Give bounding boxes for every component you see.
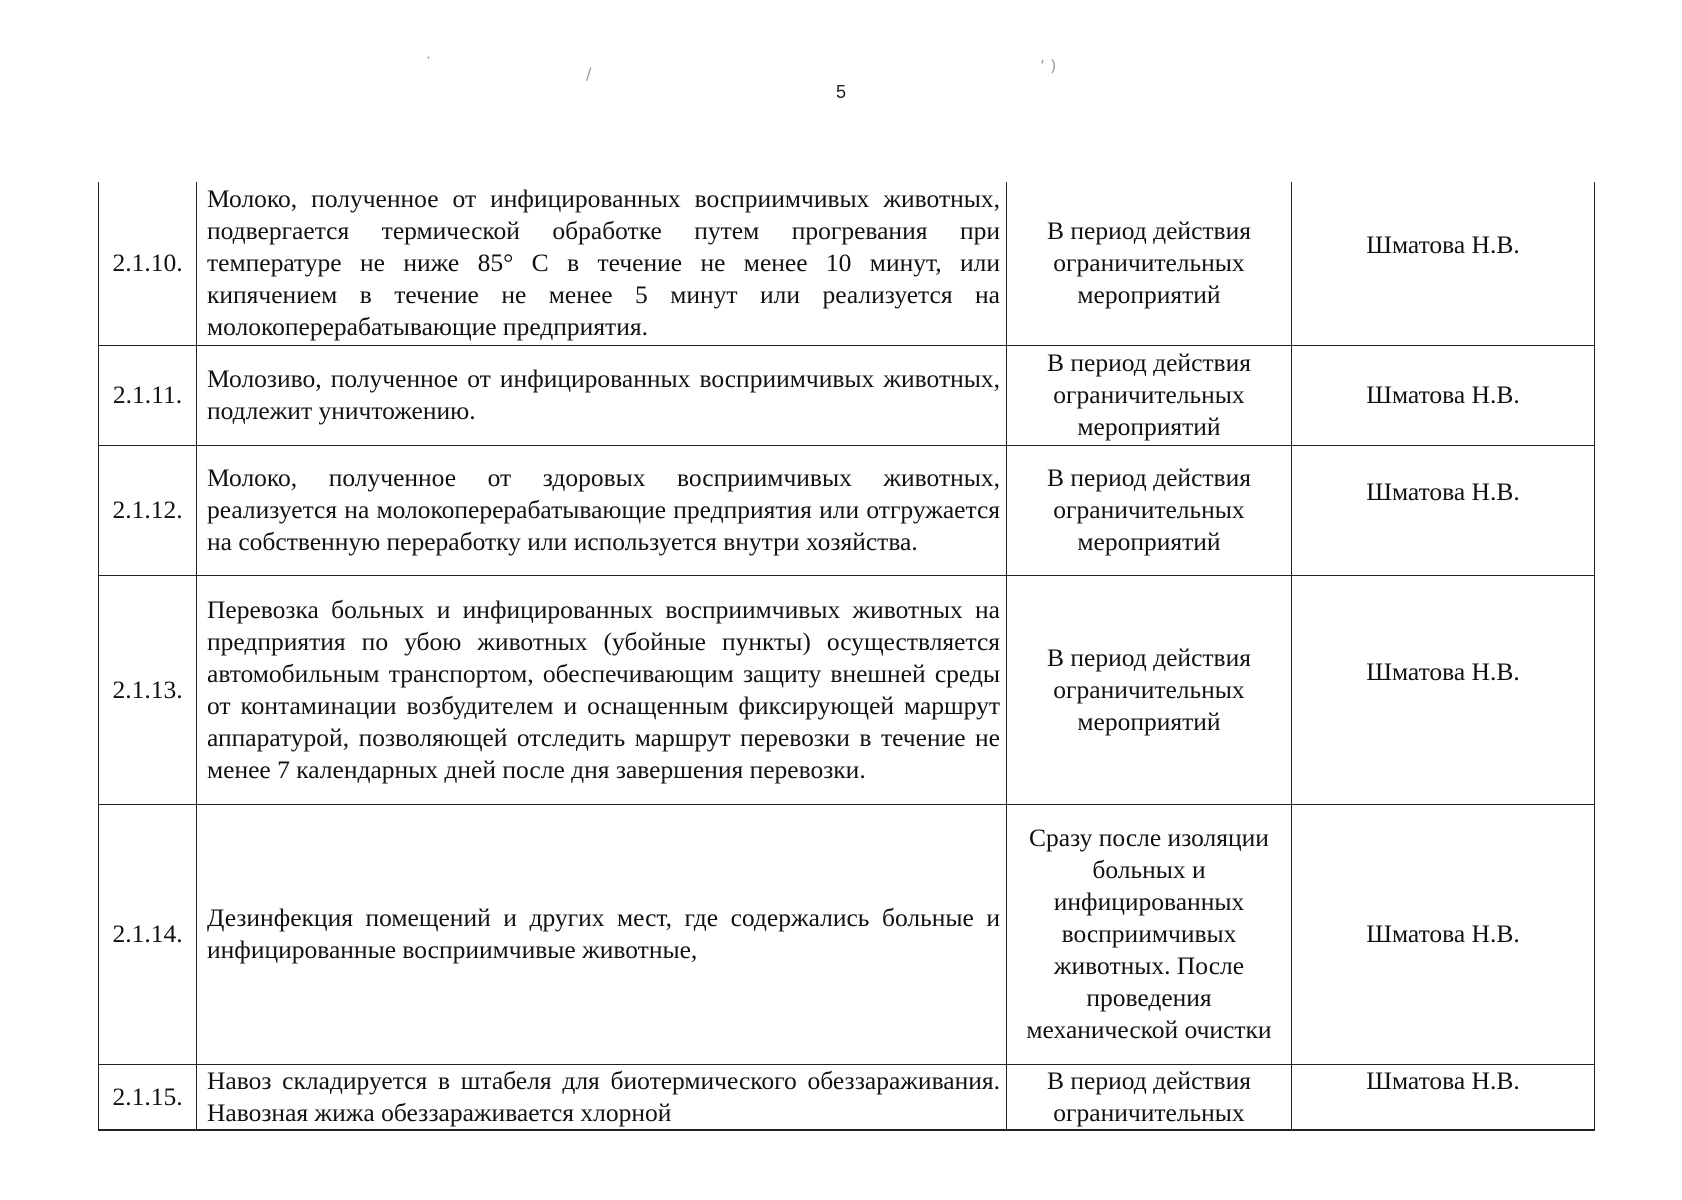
table-row: [99, 182, 1595, 345]
table-row: [99, 1064, 1595, 1130]
item-number: 2.1.11.: [99, 345, 197, 445]
table-row: [99, 345, 1595, 445]
measure-text: Дезинфекция помещений и других мест, где содержались больные и инфицированные восприимчивые животные,: [197, 804, 1007, 1064]
deadline-text: В период действия ограничительных мероприятий: [1007, 345, 1292, 445]
page-number: 5: [835, 82, 846, 102]
deadline-text: Сразу после изоляции больных и инфицированных восприимчивых животных. После проведения механической очистки: [1007, 804, 1292, 1064]
item-number: 2.1.10.: [99, 182, 197, 345]
item-number: 2.1.14.: [99, 804, 197, 1064]
responsible-person: Шматова Н.В.: [1292, 1064, 1595, 1130]
scan-mark: ‘ ): [1040, 56, 1057, 75]
scan-mark: /: [586, 64, 592, 83]
scan-mark: ·: [426, 48, 432, 67]
deadline-text: В период действия ограничительных: [1007, 1064, 1292, 1130]
measure-text: Перевозка больных и инфицированных восприимчивых животных на предприятия по убою животных (убойные пункты) осуществляется автомобильным транспортом, обеспечивающим защиту внешней среды от контаминации возбудителем и оснащенным фиксирующей маршрут аппаратурой, позволяющей отследить маршрут перевозки в течение не менее 7 календарных дней после дня завершения перевозки.: [197, 575, 1007, 804]
deadline-text: В период действия ограничительных мероприятий: [1007, 445, 1292, 575]
item-number: 2.1.15.: [99, 1064, 197, 1130]
item-number: 2.1.12.: [99, 445, 197, 575]
responsible-person: Шматова Н.В.: [1292, 445, 1595, 575]
measure-text: Навоз складируется в штабеля для биотермического обеззараживания. Навозная жижа обеззараживается хлорной: [197, 1064, 1007, 1130]
responsible-person: Шматова Н.В.: [1292, 575, 1595, 804]
table-row: [99, 575, 1595, 804]
table-row: [99, 445, 1595, 575]
measure-text: Молозиво, полученное от инфицированных восприимчивых животных, подлежит уничтожению.: [197, 345, 1007, 445]
item-number: 2.1.13.: [99, 575, 197, 804]
measure-text: Молоко, полученное от инфицированных восприимчивых животных, подвергается термической обработке путем прогревания при температуре не ниже 85° С в течение не менее 10 минут, или кипячением в течение не менее 5 минут или реализуется на молокоперерабатывающие предприятия.: [197, 182, 1007, 345]
responsible-person: Шматова Н.В.: [1292, 804, 1595, 1064]
responsible-person: Шматова Н.В.: [1292, 345, 1595, 445]
responsible-person: Шматова Н.В.: [1292, 182, 1595, 345]
deadline-text: В период действия ограничительных мероприятий: [1007, 182, 1292, 345]
measure-text: Молоко, полученное от здоровых восприимчивых животных, реализуется на молокоперерабатывающие предприятия или отгружается на собственную переработку или используется внутри хозяйства.: [197, 445, 1007, 575]
table-row: [99, 804, 1595, 1064]
deadline-text: В период действия ограничительных мероприятий: [1007, 575, 1292, 804]
measures-table: [98, 182, 1595, 1131]
